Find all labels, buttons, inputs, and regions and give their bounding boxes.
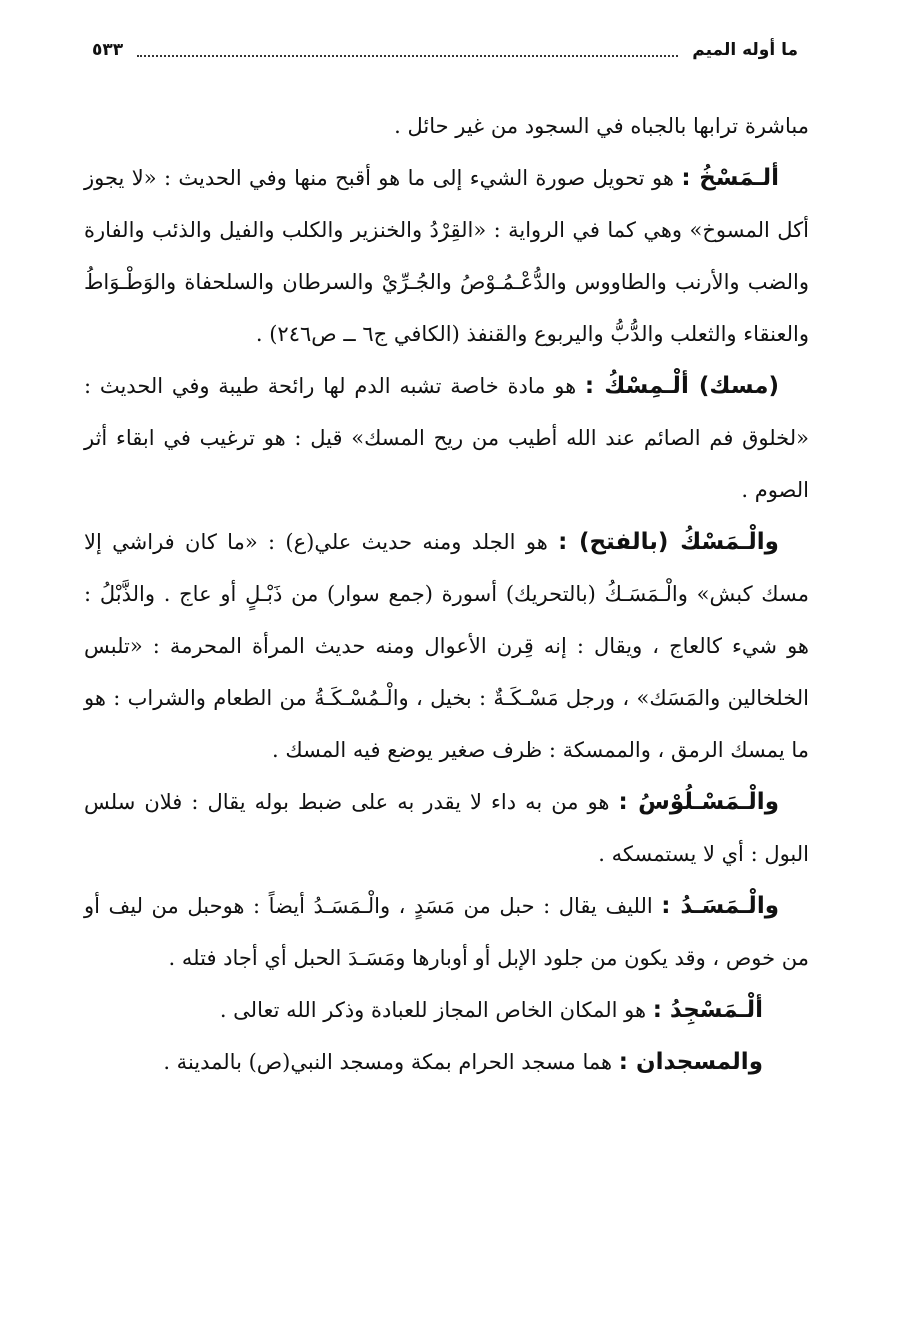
entry-headword: (مسك) ألْـمِسْكُ : [584,373,779,399]
running-header [92,34,798,66]
entry-headword: والْـمَسَـدُ : [661,893,780,919]
entry-headword: ألـمَسْخُ : [681,165,779,191]
page-number: ٥٣٣ [92,40,124,60]
entry-text: هو المكان الخاص المجاز للعبادة وذكر الله تعالى . [219,998,653,1022]
entry-text: الليف يقال : حبل من مَسَدٍ ، والْـمَسَـدُ أيضاً : هوحبل من ليف أو من خوص ، وقد يكون من جلود الإبل أو أوبارها ومَسَـدَ الحبل أي أجاد فتله . [84,894,809,970]
chapter-title: ما أوله الميم [692,40,798,60]
paragraph [84,880,809,984]
entry-text: هما مسجد الحرام بمكة ومسجد النبي(ص) بالمدينة . [163,1050,619,1074]
paragraph [84,776,809,880]
leader-dots [137,55,678,57]
entry-headword: والْـمَسْـلُوْسُ : [618,789,779,815]
page-body [84,100,809,1088]
entry-text: هو من به داء لا يقدر به على ضبط بوله يقال : فلان سلس البول : أي لا يستمسكه . [84,790,809,866]
entry-headword: والمسجدان : [618,1049,763,1075]
paragraph [84,1036,809,1088]
paragraph [84,152,809,360]
entry-text: هو الجلد ومنه حديث علي(ع) : «ما كان فراشي إلا مسك كبش» والْـمَسَـكُ (بالتحريك) أسورة (جمع سوار) من ذَبْـلٍ أو عاج . والذَّبْلُ : هو شيء كالعاج ، ويقال : إنه قِرن الأعوال ومنه حديث المرأة المحرمة : «تلبس الخلخالين والمَسَك» ، ورجل مَسْـكَـةٌ : بخيل ، والْـمُسْـكَـةُ من الطعام والشراب : هو ما يمسك الرمق ، والممسكة : ظرف صغير يوضع فيه المسك . [84,530,809,762]
entry-text: مباشرة ترابها بالجباه في السجود من غير حائل . [394,114,809,138]
entry-headword: والْـمَسْكُ (بالفتح) : [558,529,779,555]
entry-text: هو تحويل صورة الشيء إلى ما هو أقبح منها وفي الحديث : «لا يجوز أكل المسوخ» وهي كما في الرواية : «القِرْدُ والخنزير والكلب والفيل والذئب والفارة والضب والأرنب والطاووس والدُّعْـمُـوْصُ والجُـرِّيْ والسرطان والسلحفاة والوَطْـوَاطُ والعنقاء والثعلب والدُّبُّ واليربوع والقنفذ (الكافي ج٦ ــ ص٢٤٦) . [84,166,809,346]
paragraph [84,516,809,776]
paragraph [84,360,809,516]
entry-text: هو مادة خاصة تشبه الدم لها رائحة طيبة وفي الحديث : «لخلوق فم الصائم عند الله أطيب من ريح المسك» قيل : هو ترغيب في ابقاء أثر الصوم . [84,374,809,502]
entry-headword: ألْـمَسْجِدُ : [652,997,763,1023]
paragraph [84,984,809,1036]
paragraph [84,100,809,152]
